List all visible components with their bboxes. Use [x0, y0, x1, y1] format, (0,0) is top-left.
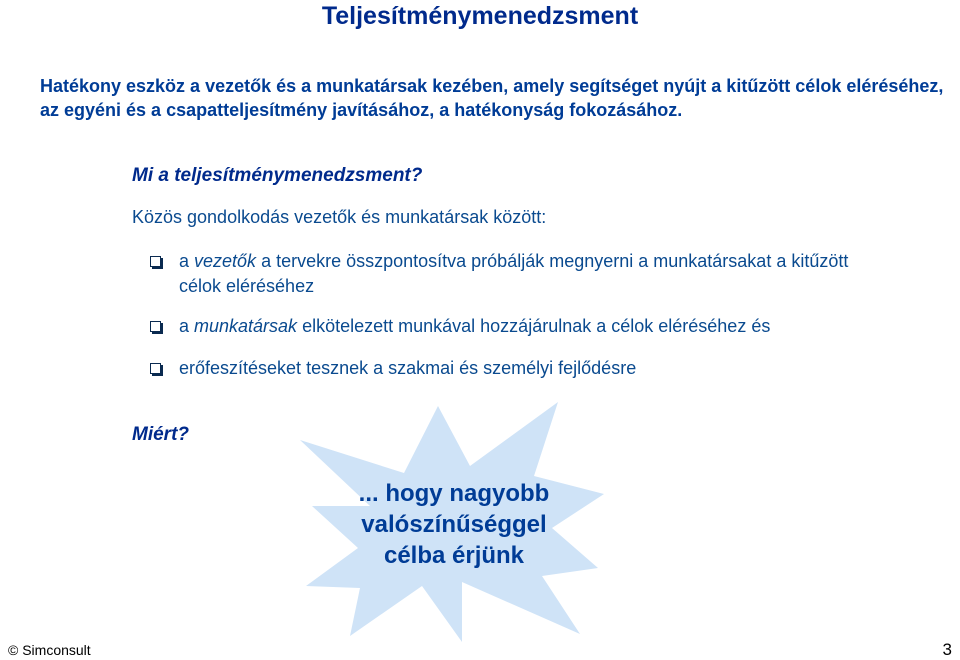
list-item: [150, 249, 880, 299]
list-item: [150, 356, 880, 381]
checkbox-bullet-icon: [150, 363, 161, 374]
bullet-text: [179, 356, 880, 381]
page-number: 3: [942, 640, 952, 659]
starburst-line: célba érjünk: [383, 542, 525, 569]
starburst-callout: [296, 398, 612, 648]
starburst-text: [258, 478, 650, 571]
question-what: Mi a teljesítménymenedzsment?: [132, 165, 423, 186]
bullet-text: [179, 314, 880, 339]
bullet-text: [179, 249, 880, 299]
starburst-line: valószínűséggel: [361, 511, 547, 538]
question-why: Miért?: [132, 424, 189, 445]
footer-copyright: © Simconsult: [8, 642, 91, 658]
checkbox-bullet-icon: [150, 321, 161, 332]
bullet-emphasis: munkatársak: [194, 316, 298, 336]
bullet-prefix: a: [179, 251, 195, 271]
intro-paragraph: Hatékony eszköz a vezetők és a munkatársak kezében, amely segítséget nyújt a kitűzött célok eléréséhez, az egyéni és a csapatteljesítmény javításához, a hatékonyság fokozásához.: [40, 76, 944, 120]
bullet-rest: erőfeszítéseket tesznek a szakmai és személyi fejlődésre: [179, 358, 637, 378]
list-item: [150, 314, 880, 339]
bullet-rest: elkötelezett munkával hozzájárulnak a célok eléréséhez és: [297, 316, 771, 336]
page-title: Teljesítménymenedzsment: [321, 2, 639, 30]
lead-text: Közös gondolkodás vezetők és munkatársak között:: [132, 207, 547, 227]
checkbox-bullet-icon: [150, 256, 161, 267]
bullet-rest: a tervekre összpontosítva próbálják megnyerni a munkatársakat a kitűzött célok eléréséhez: [179, 251, 849, 296]
bullet-emphasis: vezetők: [194, 251, 257, 271]
starburst-line: ... hogy nagyobb: [358, 480, 550, 507]
bullet-prefix: a: [179, 316, 195, 336]
